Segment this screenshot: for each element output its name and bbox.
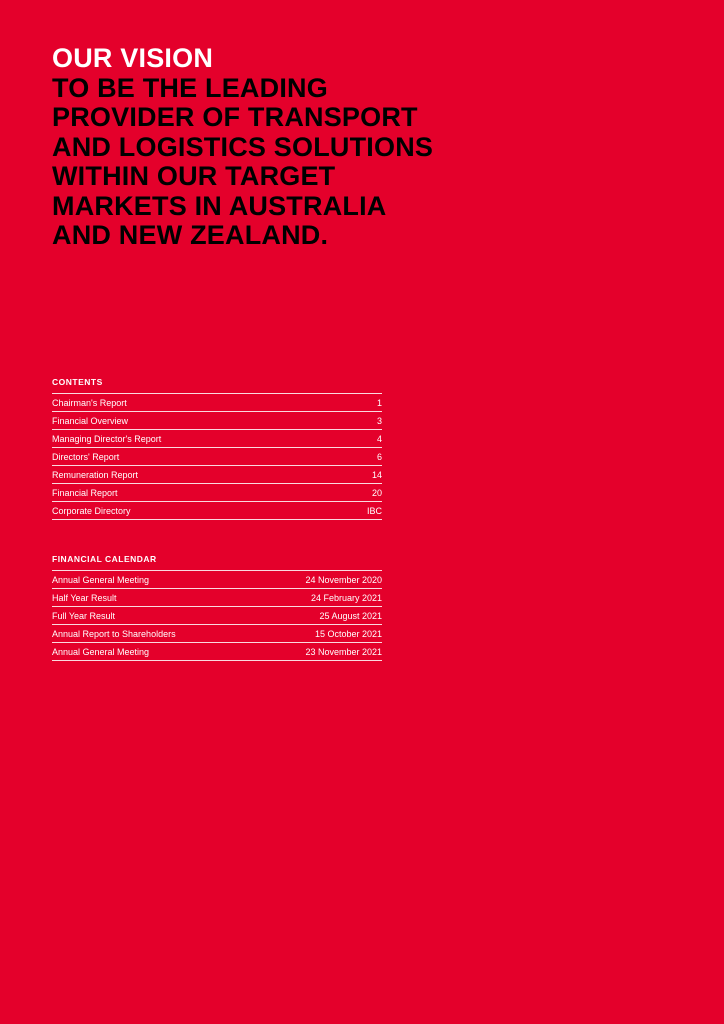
list-item[interactable] xyxy=(52,412,382,430)
vision-statement-line-3: AND LOGISTICS SOLUTIONS xyxy=(52,131,434,162)
list-item xyxy=(52,643,382,661)
list-item[interactable] xyxy=(52,430,382,448)
vision-statement-block xyxy=(52,44,472,251)
contents-item-label: Financial Report xyxy=(52,488,118,498)
contents-item-label: Financial Overview xyxy=(52,416,129,426)
vision-heading: OUR VISION xyxy=(52,43,214,73)
vision-statement-line-6: AND NEW ZEALAND. xyxy=(52,220,329,250)
list-item xyxy=(52,607,382,625)
contents-item-page: IBC xyxy=(366,506,382,516)
contents-item-page: 3 xyxy=(376,416,382,426)
list-item xyxy=(52,625,382,643)
calendar-item-date: 15 October 2021 xyxy=(314,629,382,639)
contents-item-page: 20 xyxy=(371,488,382,498)
vision-statement-line-2: PROVIDER OF TRANSPORT xyxy=(52,102,418,132)
contents-item-label: Remuneration Report xyxy=(52,470,139,480)
list-item[interactable] xyxy=(52,394,382,412)
contents-item-page: 14 xyxy=(371,470,382,480)
financial-calendar-title: FINANCIAL CALENDAR xyxy=(52,554,157,564)
vision-statement-line-1: TO BE THE LEADING xyxy=(52,72,328,103)
calendar-item-date: 24 November 2020 xyxy=(305,575,382,585)
calendar-item-date: 24 February 2021 xyxy=(310,593,382,603)
contents-item-page: 1 xyxy=(376,398,382,408)
contents-item-label: Managing Director's Report xyxy=(52,434,162,444)
calendar-item-label: Full Year Result xyxy=(52,611,116,621)
calendar-item-label: Annual General Meeting xyxy=(52,575,150,585)
calendar-item-label: Half Year Result xyxy=(52,593,117,603)
contents-item-label: Directors' Report xyxy=(52,452,120,462)
list-item[interactable] xyxy=(52,484,382,502)
calendar-item-label: Annual Report to Shareholders xyxy=(52,629,176,639)
financial-calendar-list xyxy=(52,570,382,661)
calendar-item-label: Annual General Meeting xyxy=(52,647,150,657)
contents-title: CONTENTS xyxy=(52,377,103,387)
list-item[interactable] xyxy=(52,502,382,520)
vision-statement-line-4: WITHIN OUR TARGET xyxy=(52,161,336,191)
list-item xyxy=(52,571,382,589)
vision-statement-line-5: MARKETS IN AUSTRALIA xyxy=(52,190,387,221)
list-item[interactable] xyxy=(52,466,382,484)
contents-item-label: Chairman's Report xyxy=(52,398,127,408)
contents-item-label: Corporate Directory xyxy=(52,506,131,516)
contents-list xyxy=(52,393,382,520)
contents-item-page: 6 xyxy=(376,452,382,462)
contents-section xyxy=(52,377,382,520)
list-item[interactable] xyxy=(52,448,382,466)
calendar-item-date: 25 August 2021 xyxy=(319,611,382,621)
calendar-item-date: 23 November 2021 xyxy=(305,647,382,657)
contents-item-page: 4 xyxy=(376,434,382,444)
financial-calendar-section xyxy=(52,554,382,661)
list-item xyxy=(52,589,382,607)
